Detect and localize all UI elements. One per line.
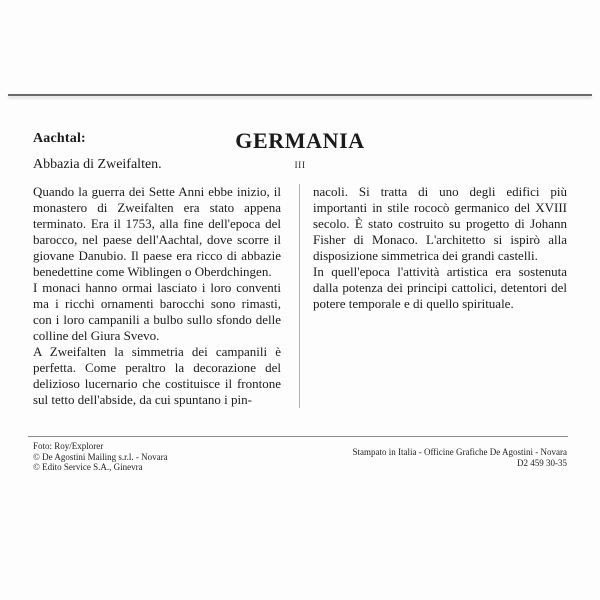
copyright-line: © De Agostini Mailing s.r.l. - Novara xyxy=(33,451,168,462)
printer-line: Stampato in Italia - Officine Grafiche De Agostini - Novara xyxy=(352,447,567,457)
right-text-column xyxy=(313,184,567,408)
header-title-block xyxy=(0,128,600,171)
top-horizontal-rule xyxy=(8,94,592,96)
photo-credit: Foto: Roy/Explorer xyxy=(33,441,104,451)
region-sublabel: Abbazia di Zweifalten. xyxy=(33,157,162,172)
page-title: GERMANIA xyxy=(235,128,365,153)
paragraph: I monaci hanno ormai lasciato i loro conventi ma i ricchi ornamenti barocchi sono rimasti, con i loro campanili a bulbo sullo sfondo delle colline del Giura Svevo. xyxy=(33,280,281,343)
catalog-number: D2 459 30-35 xyxy=(517,457,567,468)
footer-credits xyxy=(33,441,168,473)
paragraph: nacoli. Si tratta di uno degli edifici più importanti in stile rococò germanico del XVIII secolo. È stato costruito su progetto di Johann Fisher di Monaco. L'architetto si ispirò alla disposizione simmetrica dei grandi castelli. xyxy=(313,184,567,263)
body-text-columns xyxy=(33,184,567,408)
footer-printing-info xyxy=(352,447,567,468)
footer-horizontal-rule xyxy=(28,436,568,437)
region-label: Aachtal: xyxy=(33,131,86,146)
series-numeral: III xyxy=(294,161,306,171)
left-text-column xyxy=(33,184,281,408)
column-divider-rule xyxy=(299,184,300,408)
paragraph: Quando la guerra dei Sette Anni ebbe inizio, il monastero di Zweifalten era stato appena terminato. Era il 1753, alla fine dell'epoca del barocco, nel paese dell'Aachtal, dove scorre il giovane Danubio. Il paese era ricco di abbazie benedettine come Wiblingen o Oberdchingen. xyxy=(33,184,281,279)
paragraph: A Zweifalten la simmetria dei campanili è perfetta. Come peraltro la decorazione del delizioso lucernario che costituisce il frontone sul tetto dell'abside, da cui spuntano i pin- xyxy=(33,344,281,407)
copyright-line: © Edito Service S.A., Ginevra xyxy=(33,462,143,472)
paragraph: In quell'epoca l'attività artistica era sostenuta dalla potenza dei principi cattolici, detentori del potere temporale e di quello spirituale. xyxy=(313,264,567,311)
